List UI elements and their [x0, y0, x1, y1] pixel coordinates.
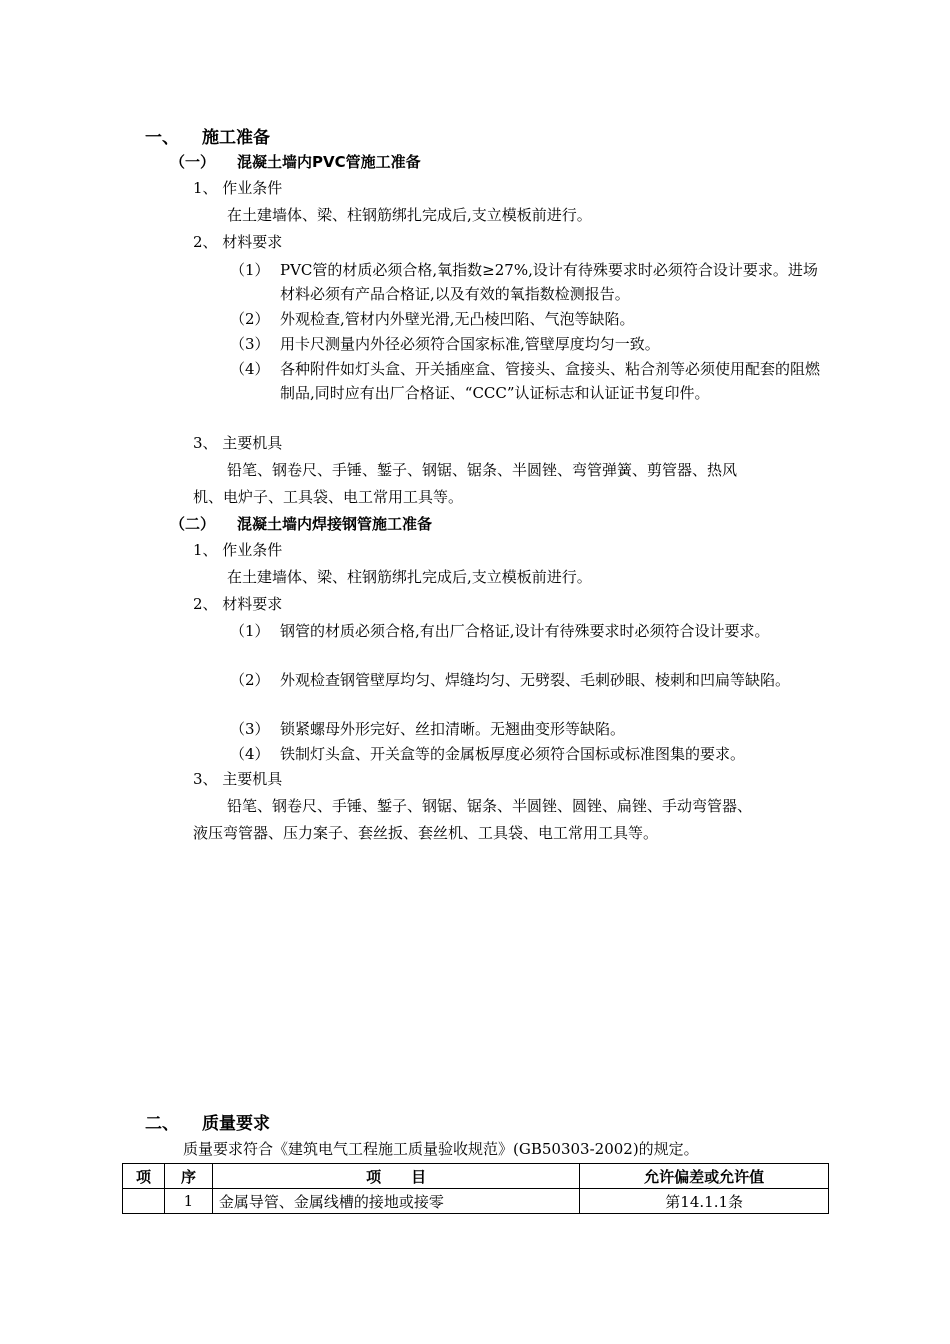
item-text: 铁制灯头盒、开关盒等的金属板厚度必须符合国标或标准图集的要求。 — [280, 745, 746, 763]
item-text: 锁紧螺母外形完好、丝扣清晰。无翘曲变形等缺陷。 — [280, 720, 626, 738]
section1-number: 一、 — [145, 128, 179, 148]
item-number: （3） — [230, 335, 270, 353]
sub2-condition-label: 1、 作业条件 — [193, 541, 283, 559]
item-text: 各种附件如灯头盒、开关插座盒、管接头、盒接头、粘合剂等必须使用配套的阻燃制品,同时应有出厂合格证、“CCC”认证标志和认证证书复印件。 — [280, 360, 821, 402]
item-text: PVC管的材质必须合格,氧指数≥27%,设计有待殊要求时必须符合设计要求。进场材料必须有产品合格证,以及有效的氧指数检测报告。 — [280, 261, 818, 303]
item-number: （2） — [230, 671, 270, 689]
table-header-row — [123, 1164, 829, 1189]
cell-seq: 1 — [164, 1189, 212, 1214]
header-seq: 序 — [164, 1164, 212, 1189]
sub1-tools-label: 3、 主要机具 — [193, 434, 283, 452]
item-number: （4） — [230, 360, 270, 378]
sub1-tools-line1: 铅笔、钢卷尺、手锤、錾子、钢锯、锯条、半圆锉、弯管弹簧、剪管器、热风 — [227, 461, 738, 479]
sub1-tools-line2: 机、电炉子、工具袋、电工常用工具等。 — [193, 488, 464, 506]
sub2-material-item — [230, 717, 820, 741]
sub1-material-item — [230, 332, 820, 356]
sub2-tools-label: 3、 主要机具 — [193, 770, 283, 788]
sub1-material-label: 2、 材料要求 — [193, 233, 283, 251]
sub2-tools-line1: 铅笔、钢卷尺、手锤、錾子、钢锯、锯条、半圆锉、圆锉、扁锉、手动弯管器、 — [227, 797, 753, 815]
cell-project: 金属导管、金属线槽的接地或接零 — [212, 1189, 579, 1214]
item-number: （1） — [230, 261, 270, 279]
section2-intro: 质量要求符合《建筑电气工程施工质量验收规范》(GB50303-2002)的规定。 — [183, 1140, 699, 1158]
sub2-title: 混凝土墙内焊接钢管施工准备 — [237, 515, 433, 533]
sub1-title: 混凝土墙内PVC管施工准备 — [237, 153, 421, 171]
cell-tolerance: 第14.1.1条 — [580, 1189, 829, 1214]
sub1-condition-label: 1、 作业条件 — [193, 179, 283, 197]
sub1-material-item — [230, 307, 820, 331]
sub1-material-item — [230, 258, 820, 306]
sub2-number: （二） — [170, 515, 216, 533]
header-item: 项 — [123, 1164, 165, 1189]
header-tolerance: 允许偏差或允许值 — [580, 1164, 829, 1189]
sub2-condition-text: 在土建墙体、梁、柱钢筋绑扎完成后,支立模板前进行。 — [227, 568, 592, 586]
sub2-material-item — [230, 742, 820, 766]
sub1-condition-text: 在土建墙体、梁、柱钢筋绑扎完成后,支立模板前进行。 — [227, 206, 592, 224]
sub2-material-item — [230, 619, 820, 643]
sub2-tools-line2: 液压弯管器、压力案子、套丝扳、套丝机、工具袋、电工常用工具等。 — [193, 824, 659, 842]
table-row — [123, 1189, 829, 1214]
section2-number: 二、 — [145, 1114, 179, 1134]
section2-title: 质量要求 — [202, 1114, 270, 1134]
item-number: （4） — [230, 745, 270, 763]
sub1-number: （一） — [170, 153, 216, 171]
item-number: （3） — [230, 720, 270, 738]
header-project: 项 目 — [212, 1164, 579, 1189]
sub1-material-item — [230, 357, 820, 405]
sub2-material-label: 2、 材料要求 — [193, 595, 283, 613]
section1-title: 施工准备 — [202, 128, 270, 148]
quality-table — [122, 1163, 829, 1214]
item-text: 钢管的材质必须合格,有出厂合格证,设计有待殊要求时必须符合设计要求。 — [280, 622, 770, 640]
item-text: 外观检查钢管壁厚均匀、焊缝均匀、无劈裂、毛刺砂眼、棱刺和凹扁等缺陷。 — [280, 671, 791, 689]
cell-item — [123, 1189, 165, 1214]
sub2-material-item — [230, 668, 820, 692]
item-text: 用卡尺测量内外径必须符合国家标准,管壁厚度均匀一致。 — [280, 335, 660, 353]
item-number: （1） — [230, 622, 270, 640]
item-number: （2） — [230, 310, 270, 328]
item-text: 外观检查,管材内外壁光滑,无凸棱凹陷、气泡等缺陷。 — [280, 310, 635, 328]
